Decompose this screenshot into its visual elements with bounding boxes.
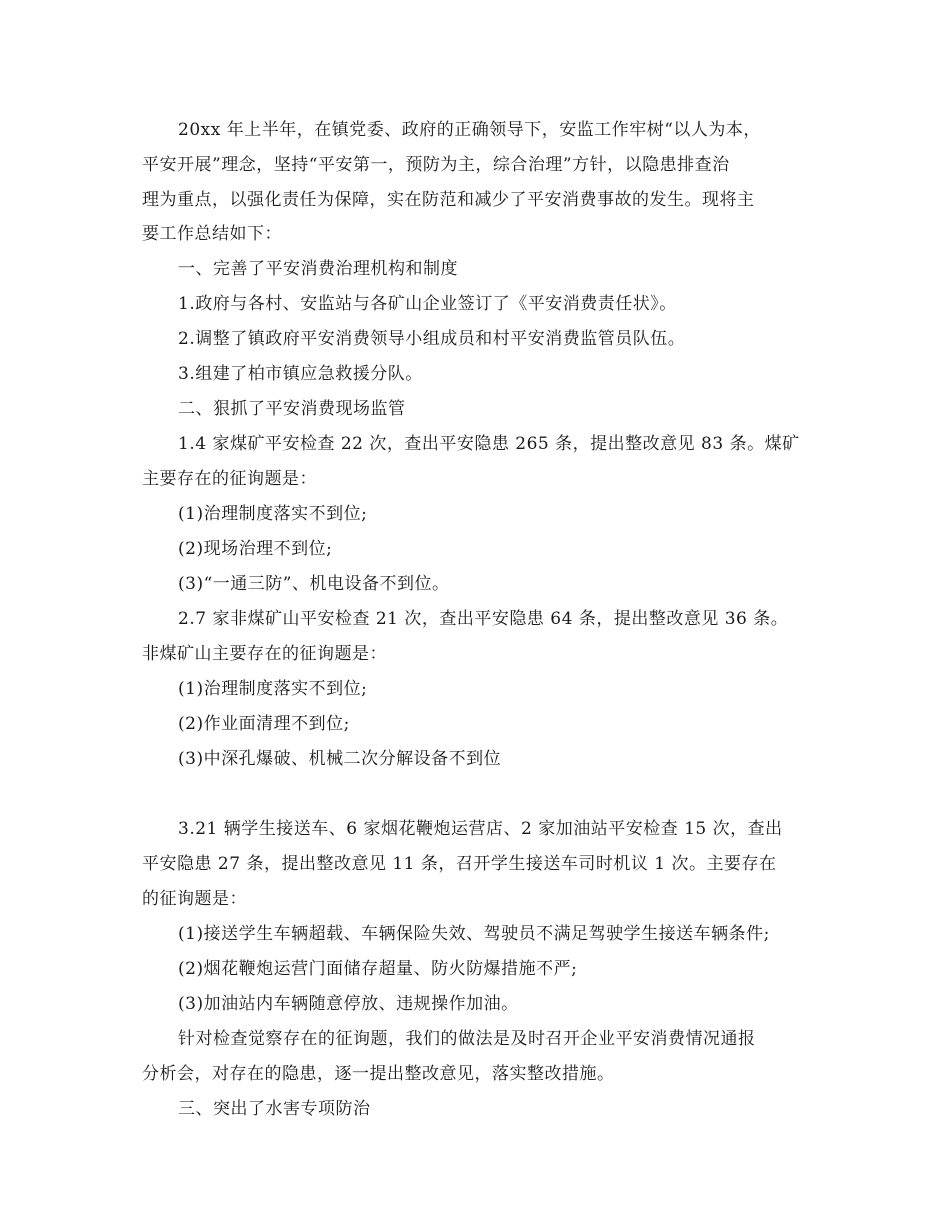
section-2-heading: 二、狠抓了平安消费现场监管 [178, 399, 406, 419]
coal-mine-line-1: 1.4 家煤矿平安检查 22 次，查出平安隐患 265 条，提出整改意见 83 条。煤矿 [178, 434, 800, 454]
section-1-heading: 一、完善了平安消费治理机构和制度 [178, 259, 458, 279]
section-3-heading: 三、突出了水害专项防治 [178, 1099, 371, 1119]
non-coal-mine-issue-1: (1)治理制度落实不到位; [178, 679, 368, 699]
coal-mine-issue-1: (1)治理制度落实不到位; [178, 504, 368, 524]
vehicles-issue-1: (1)接送学生车辆超载、车辆保险失效、驾驶员不满足驾驶学生接送车辆条件; [178, 924, 770, 944]
intro-line-4: 要工作总结如下： [142, 224, 282, 244]
section-1-item-2: 2.调整了镇政府平安消费领导小组成员和村平安消费监管员队伍。 [178, 329, 686, 349]
section-1-item-1: 1.政府与各村、安监站与各矿山企业签订了《平安消费责任状》。 [178, 294, 677, 314]
coal-mine-line-2: 主要存在的征询题是： [142, 469, 317, 489]
non-coal-mine-line-1: 2.7 家非煤矿山平安检查 21 次，查出平安隐患 64 条，提出整改意见 36 条。 [178, 609, 789, 629]
non-coal-mine-issue-3: (3)中深孔爆破、机械二次分解设备不到位 [178, 749, 502, 769]
intro-line-2: 平安开展”理念，坚持“平安第一，预防为主，综合治理”方针，以隐患排查治 [142, 155, 730, 175]
non-coal-mine-line-2: 非煤矿山主要存在的征询题是： [142, 644, 387, 664]
vehicles-line-2: 平安隐患 27 条，提出整改意见 11 条，召开学生接送车司时机议 1 次。主要存在 [142, 854, 777, 874]
vehicles-line-3: 的征询题是： [142, 889, 247, 909]
coal-mine-issue-3: (3)“一通三防”、机电设备不到位。 [178, 574, 450, 594]
intro-line-3: 理为重点，以强化责任为保障，实在防范和减少了平安消费事故的发生。现将主 [142, 190, 755, 210]
section-1-item-3: 3.组建了柏市镇应急救援分队。 [178, 364, 423, 384]
coal-mine-issue-2: (2)现场治理不到位; [178, 539, 333, 559]
non-coal-mine-issue-2: (2)作业面清理不到位; [178, 714, 350, 734]
intro-line-1: 20xx 年上半年，在镇党委、政府的正确领导下，安监工作牢树“以人为本， [178, 120, 761, 140]
response-line-2: 分析会，对存在的隐患，逐一提出整改意见，落实整改措施。 [142, 1064, 615, 1084]
response-line-1: 针对检查觉察存在的征询题，我们的做法是及时召开企业平安消费情况通报 [178, 1029, 756, 1049]
vehicles-line-1: 3.21 辆学生接送车、6 家烟花鞭炮运营店、2 家加油站平安检查 15 次，查出 [178, 819, 783, 839]
vehicles-issue-2: (2)烟花鞭炮运营门面储存超量、防火防爆措施不严; [178, 959, 578, 979]
vehicles-issue-3: (3)加油站内车辆随意停放、违规操作加油。 [178, 994, 519, 1014]
